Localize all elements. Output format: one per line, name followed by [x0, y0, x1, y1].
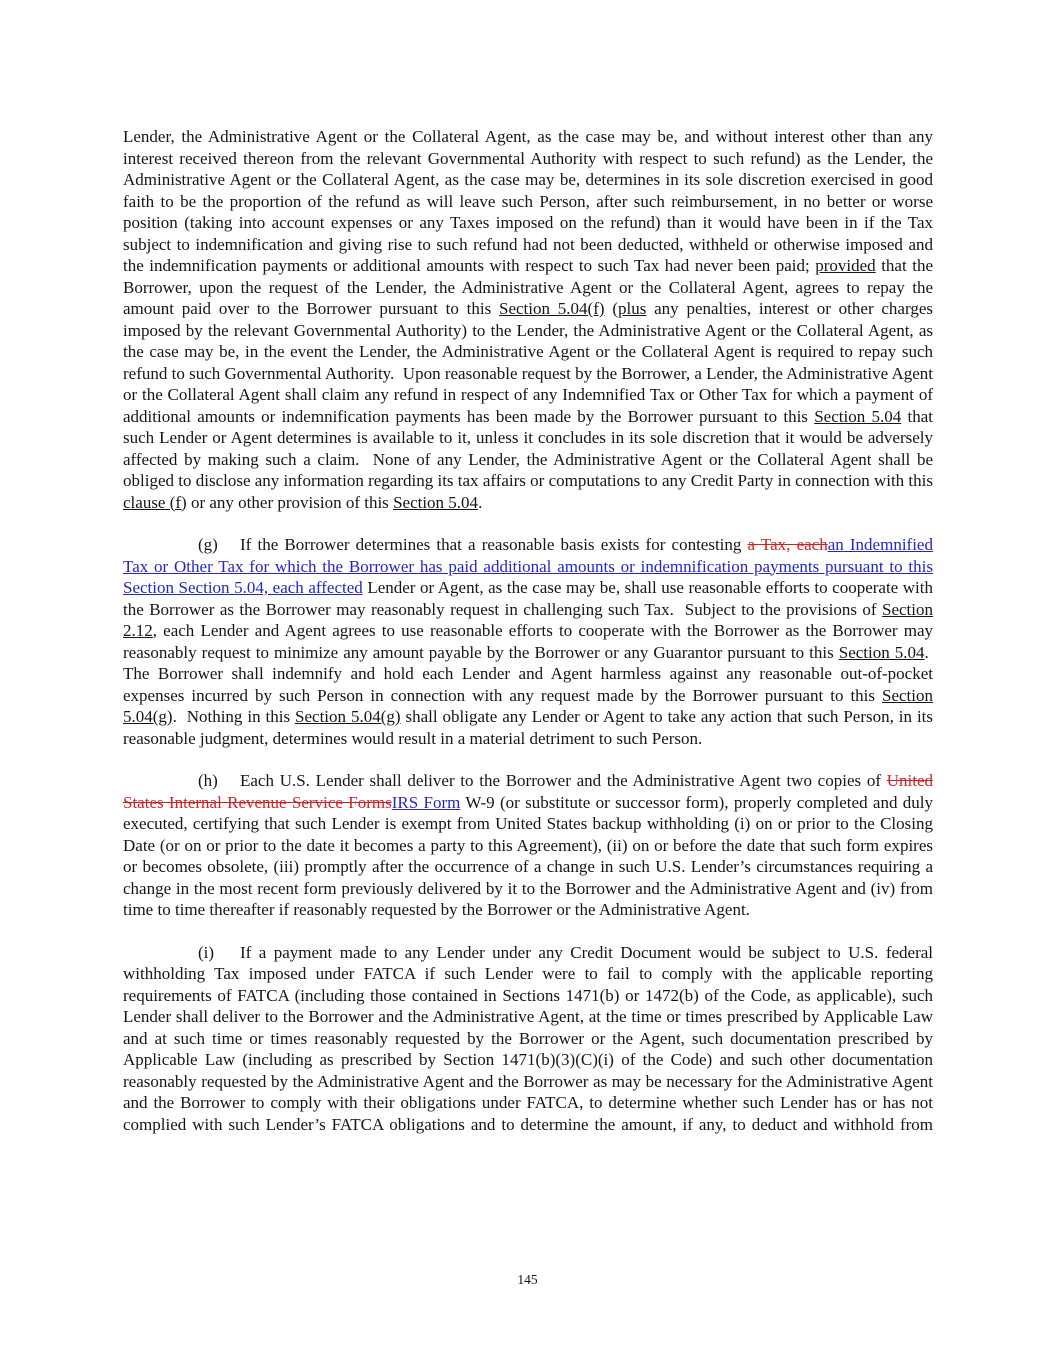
- redline-insertion: IRS Form: [391, 792, 461, 812]
- text-run: .: [478, 492, 483, 512]
- paragraph-label: (h): [198, 771, 218, 790]
- paragraph-h: [123, 770, 933, 921]
- underlined-reference: plus: [617, 299, 647, 318]
- redline-deletion: a Tax, each: [747, 535, 828, 554]
- text-run: . The Borrower shall indemnify and hold each Lender and Agent harmless against any reasonable out-of-pocket expenses incurred by such Person in connection with any request made by the Borrower pursuant to this: [123, 642, 933, 705]
- text-run: , each Lender and Agent agrees to use reasonable efforts to cooperate with the Borrower as the Borrower may reasonably request to minimize any amount payable by the Borrower or any Guarantor pursuant to this: [123, 621, 933, 662]
- text-run: Each U.S. Lender shall deliver to the Borrower and the Administrative Agent two copies of: [240, 771, 887, 790]
- page-number: 145: [517, 1272, 538, 1287]
- page-footer: [0, 1272, 1055, 1288]
- underlined-reference: Section 5.04(g): [295, 707, 401, 726]
- text-run: or any other provision of this: [186, 492, 394, 512]
- underlined-reference: Section 5.04(g): [123, 685, 933, 726]
- text-run: If a payment made to any Lender under any Credit Document would be subject to U.S. federal withholding Tax imposed under FATCA if such Lender were to fail to comply with the applicable reporting requirements of FATCA (including those contained in Sections 1471(b) or 1472(b) of the Code, as applicable), such Lender shall deliver to the Borrower and the Administrative Agent, at the time or times prescribed by Applicable Law and at such time or times reasonably requested by the Borrower or the Agent, such documentation prescribed by Applicable Law (including as prescribed by Section 1471(b)(3)(C)(i) of the Code) and such other documentation reasonably requested by the Administrative Agent and the Borrower as may be necessary for the Administrative Agent and the Borrower to comply with their obligations under FATCA, to determine whether such Lender has or has not complied with such Lender’s FATCA obligations and to determine the amount, if any, to deduct and withhold from: [123, 942, 933, 1134]
- text-run: that such Lender or Agent determines is available to it, unless it concludes in its sole discretion that it would be adversely affected by making such a claim. None of any Lender, the Administrative Agent or the Collateral Agent shall be obliged to disclose any information regarding its tax affairs or computations to any Credit Party in connection with this: [123, 406, 934, 490]
- text-run: shall obligate any Lender or Agent to take any action that such Person, in its reasonable judgment, determines would result in a material detriment to such Person.: [123, 707, 934, 748]
- text-run: W-9 (or substitute or successor form), properly completed and duly executed, certifying that such Lender is exempt from United States backup withholding (i) on or prior to the Closing Date (or on or prior to the date it becomes a party to this Agreement), (ii) on or before the date that such form expires or becomes obsolete, (iii) promptly after the occurrence of a change in such U.S. Lender’s circumstances requiring a change in the most recent form previously delivered by it to the Borrower and the Administrative Agent and (iv) from time to time thereafter if reasonably requested by the Borrower or the Administrative Agent.: [123, 792, 934, 919]
- underlined-reference: Section 5.04: [393, 492, 479, 512]
- underlined-reference: Section 2.12: [123, 599, 933, 640]
- text-run: Lender, the Administrative Agent or the Collateral Agent, as the case may be, and without interest other than any interest received thereon from the relevant Governmental Authority with respect to such refund) as the Lender, the Administrative Agent or the Collateral Agent, as the case may be, determines in its sole discretion exercised in good faith to be the proportion of the refund as will leave such Person, after such reimbursement, in no better or worse position (taking into account expenses or any Taxes imposed on the refund) than it would have been in if the Tax subject to indemnification and giving rise to such refund had not been deducted, withheld or otherwise imposed and the indemnification payments or additional amounts with respect to such Tax had never been paid;: [123, 127, 933, 275]
- text-run: any penalties, interest or other charges imposed by the relevant Governmental Authority) to the Lender, the Administrative Agent or the Collateral Agent, as the case may be, in the event the Lender, the Administrative Agent or the Collateral Agent is required to repay such refund to such Governmental Authority. Upon reasonable request by the Borrower, a Lender, the Administrative Agent or the Collateral Agent shall claim any refund in respect of any Indemnified Tax or Other Tax for which a payment of additional amounts or indemnification payments has been made by the Borrower pursuant to this: [123, 299, 934, 426]
- text-run: If the Borrower determines that a reasonable basis exists for contesting: [240, 535, 748, 554]
- text-run: that the Borrower, upon the request of the Lender, the Administrative Agent or the Collateral Agent, agrees to repay the amount paid over to the Borrower pursuant to this: [123, 256, 933, 318]
- document-body: [123, 126, 933, 1156]
- underlined-reference: provided: [815, 256, 876, 275]
- text-run: Lender or Agent, as the case may be, shall use reasonable efforts to cooperate with the Borrower as the Borrower may reasonably request in challenging such Tax. Subject to the provisions of: [123, 578, 933, 619]
- text-run: (: [604, 299, 618, 318]
- text-run: . Nothing in this: [172, 707, 296, 726]
- underlined-reference: Section 5.04: [814, 406, 902, 426]
- paragraph-i: [123, 942, 933, 1136]
- underlined-reference: clause (f): [123, 492, 187, 512]
- paragraph-f-continuation: [123, 126, 933, 513]
- paragraph-g: [123, 534, 933, 749]
- redline-deletion: United States Internal Revenue Service Forms: [123, 771, 933, 812]
- paragraph-label: (g): [198, 535, 218, 554]
- underlined-reference: Section 5.04(f): [499, 299, 605, 318]
- paragraph-label: (i): [198, 942, 215, 962]
- redline-insertion: an Indemnified Tax or Other Tax for which the Borrower has paid additional amounts or indemnification payments pursuant to this Section Section 5.04, each affected: [123, 535, 933, 597]
- underlined-reference: Section 5.04: [838, 642, 925, 662]
